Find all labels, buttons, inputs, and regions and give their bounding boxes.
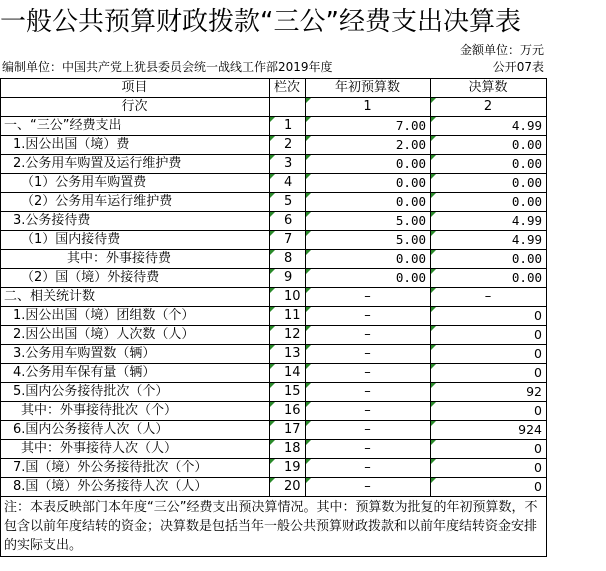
row-final: 0.00	[431, 250, 547, 269]
header-item: 项目	[1, 79, 270, 98]
row-col: 4	[270, 174, 306, 193]
row-col: 13	[270, 345, 306, 364]
row-final: –	[431, 288, 547, 307]
row-budget: –	[306, 288, 431, 307]
table-row	[1, 288, 547, 307]
row-final: 4.99	[431, 231, 547, 250]
row-label: 一、“三公”经费支出	[1, 117, 270, 136]
header-budget: 年初预算数	[306, 79, 431, 98]
row-final: 4.99	[431, 212, 547, 231]
row-label: 5.国内公务接待批次（个）	[1, 383, 270, 402]
row-final: 0	[431, 478, 547, 497]
row-budget: –	[306, 478, 431, 497]
row-final: 0	[431, 326, 547, 345]
table-row	[1, 193, 547, 212]
row-col: 7	[270, 231, 306, 250]
table-row	[1, 421, 547, 440]
reporting-unit: 编制单位：中国共产党上犹县委员会统一战线工作部2019年度	[2, 60, 333, 74]
table-row	[1, 364, 547, 383]
table-row	[1, 155, 547, 174]
row-col: 10	[270, 288, 306, 307]
row-col: 18	[270, 440, 306, 459]
table-row	[1, 345, 547, 364]
row-budget: –	[306, 326, 431, 345]
row-label: 2.公务用车购置及运行维护费	[1, 155, 270, 174]
row-final: 0	[431, 345, 547, 364]
header-col: 栏次	[270, 79, 306, 98]
row-budget: 0.00	[306, 269, 431, 288]
row-final: 4.99	[431, 117, 547, 136]
table-row	[1, 269, 547, 288]
row-label: （1）国内接待费	[1, 231, 270, 250]
order-row	[1, 98, 547, 117]
row-budget: 0.00	[306, 193, 431, 212]
form-number: 公开07表	[492, 60, 544, 74]
row-label: 1.因公出国（境）费	[1, 136, 270, 155]
row-col: 11	[270, 307, 306, 326]
row-final: 0.00	[431, 174, 547, 193]
row-label: 6.国内公务接待人次（人）	[1, 421, 270, 440]
row-final: 0	[431, 307, 547, 326]
row-col: 19	[270, 459, 306, 478]
table-row	[1, 440, 547, 459]
row-label: 1.因公出国（境）团组数（个）	[1, 307, 270, 326]
row-col: 20	[270, 478, 306, 497]
row-final: 0.00	[431, 136, 547, 155]
table-row	[1, 459, 547, 478]
page-title: 一般公共预算财政拨款“三公”经费支出决算表	[0, 7, 521, 37]
row-final: 0	[431, 402, 547, 421]
row-col: 12	[270, 326, 306, 345]
row-budget: 2.00	[306, 136, 431, 155]
table-row	[1, 117, 547, 136]
row-budget: –	[306, 364, 431, 383]
table-row	[1, 307, 547, 326]
order-label: 行次	[1, 98, 270, 117]
row-final: 0	[431, 459, 547, 478]
row-budget: –	[306, 402, 431, 421]
row-budget: –	[306, 345, 431, 364]
row-final: 0.00	[431, 155, 547, 174]
row-col: 5	[270, 193, 306, 212]
row-label: （2）国（境）外接待费	[1, 269, 270, 288]
row-col: 1	[270, 117, 306, 136]
row-label: 3.公务接待费	[1, 212, 270, 231]
row-final: 0.00	[431, 193, 547, 212]
table-row	[1, 231, 547, 250]
row-final: 0	[431, 364, 547, 383]
row-label: 其中：外事接待批次（个）	[1, 402, 270, 421]
row-col: 8	[270, 250, 306, 269]
row-budget: 5.00	[306, 231, 431, 250]
table-row	[1, 383, 547, 402]
row-col: 2	[270, 136, 306, 155]
row-budget: –	[306, 440, 431, 459]
note-row	[1, 497, 547, 557]
row-budget: 0.00	[306, 174, 431, 193]
row-final: 0	[431, 440, 547, 459]
row-budget: 0.00	[306, 155, 431, 174]
row-final: 92	[431, 383, 547, 402]
row-final: 0.00	[431, 269, 547, 288]
row-label: 8.国（境）外公务接待人次（人）	[1, 478, 270, 497]
row-col: 16	[270, 402, 306, 421]
row-label: 2.因公出国（境）人次数（人）	[1, 326, 270, 345]
row-label: 二、相关统计数	[1, 288, 270, 307]
row-col: 9	[270, 269, 306, 288]
row-label: （2）公务用车运行维护费	[1, 193, 270, 212]
row-final: 924	[431, 421, 547, 440]
row-budget: –	[306, 383, 431, 402]
row-col: 17	[270, 421, 306, 440]
row-label: 其中：外事接待费	[1, 250, 270, 269]
table-row	[1, 402, 547, 421]
row-budget: 5.00	[306, 212, 431, 231]
header-row	[1, 79, 547, 98]
row-budget: 0.00	[306, 250, 431, 269]
row-budget: –	[306, 421, 431, 440]
row-budget: –	[306, 307, 431, 326]
order-final: 2	[431, 98, 547, 117]
header-final: 决算数	[431, 79, 547, 98]
row-label: 3.公务用车购置数（辆）	[1, 345, 270, 364]
row-col: 3	[270, 155, 306, 174]
table-row	[1, 326, 547, 345]
table-row	[1, 478, 547, 497]
table-row	[1, 212, 547, 231]
table-row	[1, 136, 547, 155]
table-row	[1, 174, 547, 193]
footnote: 注：本表反映部门本年度“三公”经费支出预决算情况。其中：预算数为批复的年初预算数，不包含以前年度结转的资金；决算数是包括当年一般公共预算财政拨款和以前年度结转资金安排的实际支出。	[1, 497, 547, 557]
row-label: 其中：外事接待人次（人）	[1, 440, 270, 459]
amount-unit: 金额单位：万元	[459, 43, 544, 57]
row-col: 15	[270, 383, 306, 402]
row-label: （1）公务用车购置费	[1, 174, 270, 193]
order-col	[270, 98, 306, 117]
row-col: 6	[270, 212, 306, 231]
expenditure-table	[0, 78, 547, 557]
order-budget: 1	[306, 98, 431, 117]
row-label: 4.公务用车保有量（辆）	[1, 364, 270, 383]
row-label: 7.国（境）外公务接待批次（个）	[1, 459, 270, 478]
row-budget: –	[306, 459, 431, 478]
table-row	[1, 250, 547, 269]
row-col: 14	[270, 364, 306, 383]
row-budget: 7.00	[306, 117, 431, 136]
